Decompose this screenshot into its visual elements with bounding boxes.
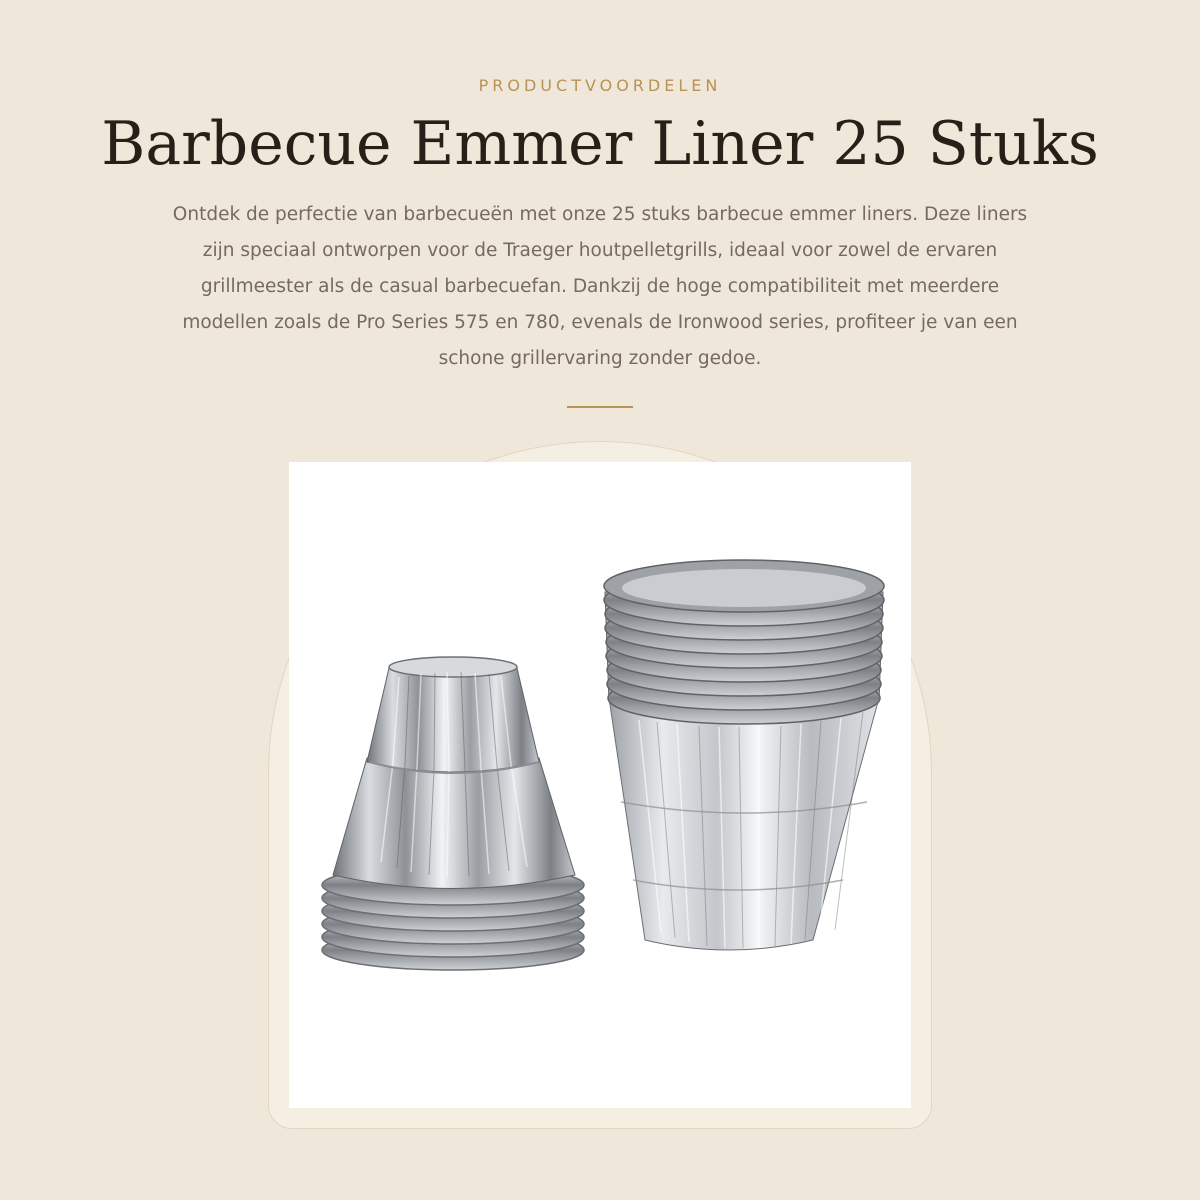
page-title: Barbecue Emmer Liner 25 Stuks <box>101 109 1099 179</box>
aluminum-bucket-liners-image <box>289 462 911 1108</box>
inverted-liner-stack <box>322 657 584 970</box>
product-image <box>289 462 911 1108</box>
product-description: Ontdek de perfectie van barbecueën met onze 25 stuks barbecue emmer liners. Deze liners zijn speciaal ontworpen voor de Traeger houtpelletgrills, ideaal voor zowel de ervaren grillmeester als de casual barbecuefan. Dankzij de hoge compatibiliteit met meerdere modellen zoals de Pro Series 575 en 780, evenals de Ironwood series, profiteer je van een schone grillervaring zonder gedoe. <box>172 204 1028 369</box>
upright-liner-stack <box>604 560 884 950</box>
divider <box>567 406 633 408</box>
eyebrow-label: PRODUCTVOORDELEN <box>478 76 722 95</box>
